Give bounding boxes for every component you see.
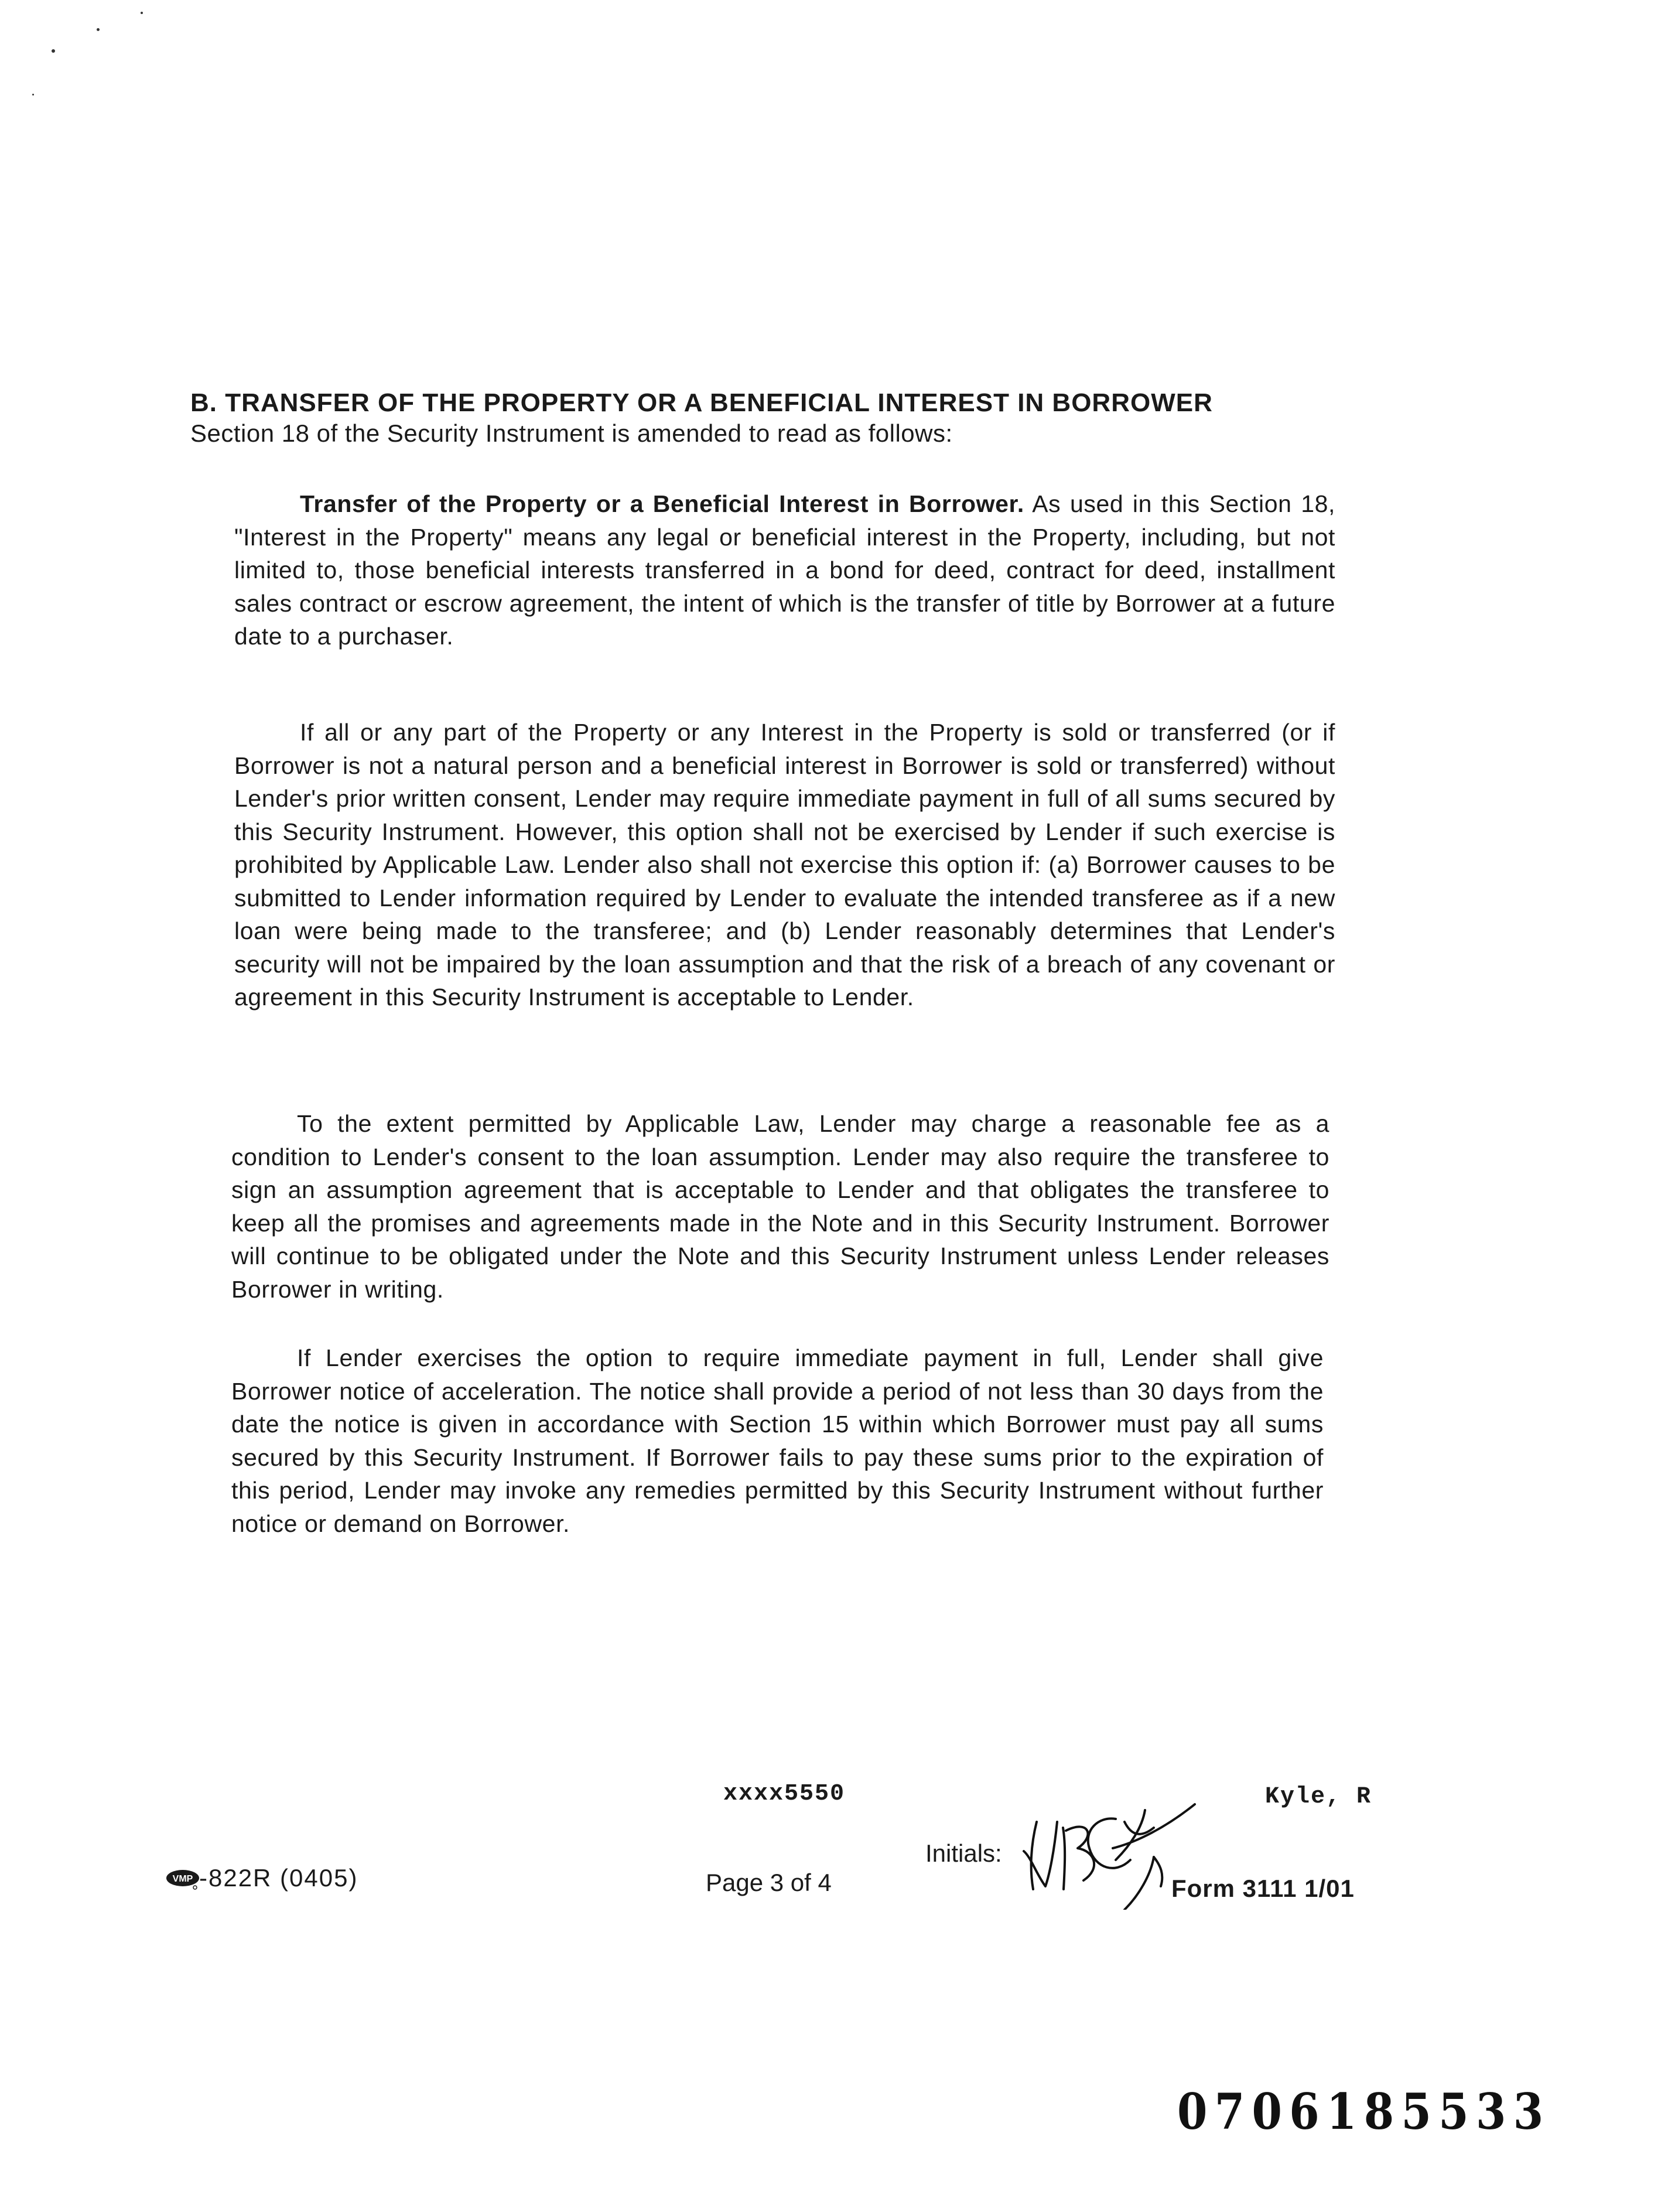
- page-number: Page 3 of 4: [706, 1869, 832, 1896]
- document-stamp-number: 0706185533: [1177, 2083, 1551, 2141]
- vmp-logo-icon: [166, 1869, 200, 1890]
- paragraph-body: As used in this Section 18, "Interest in the Property" means any legal or beneficial interest in the Property, including, but not limited to, those beneficial interests transferred in a bond for deed, contract for deed, installment sales contract or escrow agreement, the intent of which is the transfer of title by Borrower at a future date to a purchaser.: [234, 490, 1335, 650]
- loan-number: xxxx5550: [723, 1781, 846, 1807]
- paragraph-acceleration-notice: If Lender exercises the option to require immediate payment in full, Lender shall give Borrower notice of acceleration. The notice shall provide a period of not less than 30 days from the date the notice is given in accordance with Section 15 within which Borrower must pay all sums secured by this Security Instrument. If Borrower fails to pay these sums prior to the expiration of this period, Lender may invoke any remedies permitted by this Security Instrument without further notice or demand on Borrower.: [231, 1344, 1324, 1537]
- paragraph-transfer-conditions: If all or any part of the Property or any Interest in the Property is sold or transferred (or if Borrower is not a natural person and a beneficial interest in Borrower is sold or transferred) without Lender's prior written consent, Lender may require immediate payment in full of all sums secured by this Security Instrument. However, this option shall not be exercised by Lender if such exercise is prohibited by Applicable Law. Lender also shall not exercise this option if: (a) Borrower causes to be submitted to Lender information required by Lender to evaluate the intended transferee as if a new loan were being made to the transferee; and (b) Lender reasonably determines that Lender's security will not be impaired by the loan assumption and that the risk of a breach of any covenant or agreement in this Security Instrument is acceptable to Lender.: [234, 719, 1335, 1011]
- paragraph-assumption-fee: To the extent permitted by Applicable Law, Lender may charge a reasonable fee as a condition to Lender's consent to the loan assumption. Lender may also require the transferee to sign an assumption agreement that is acceptable to Lender and that obligates the transferee to keep all the promises and agreements made in the Note and in this Security Instrument. Borrower will continue to be obligated under the Note and this Security Instrument unless Lender releases Borrower in writing.: [231, 1110, 1329, 1303]
- form-code: -822R (0405): [199, 1864, 358, 1892]
- scan-speck: [52, 49, 55, 53]
- section-heading: B. TRANSFER OF THE PROPERTY OR A BENEFICIAL INTEREST IN BORROWER: [190, 388, 1213, 417]
- scan-speck: [32, 94, 34, 95]
- scan-speck: [97, 28, 100, 31]
- initials-label: Initials:: [925, 1839, 1002, 1867]
- vmp-logo-text: VMP: [172, 1874, 193, 1884]
- scan-speck: [141, 12, 143, 14]
- paragraph-definition: [234, 487, 1335, 653]
- paragraph-title: Transfer of the Property or a Beneficial Interest in Borrower.: [300, 490, 1024, 517]
- section-subheading: Section 18 of the Security Instrument is amended to read as follows:: [190, 419, 953, 447]
- form-number: Form 3111 1/01: [1171, 1875, 1355, 1902]
- borrower-name: Kyle, R: [1265, 1784, 1372, 1810]
